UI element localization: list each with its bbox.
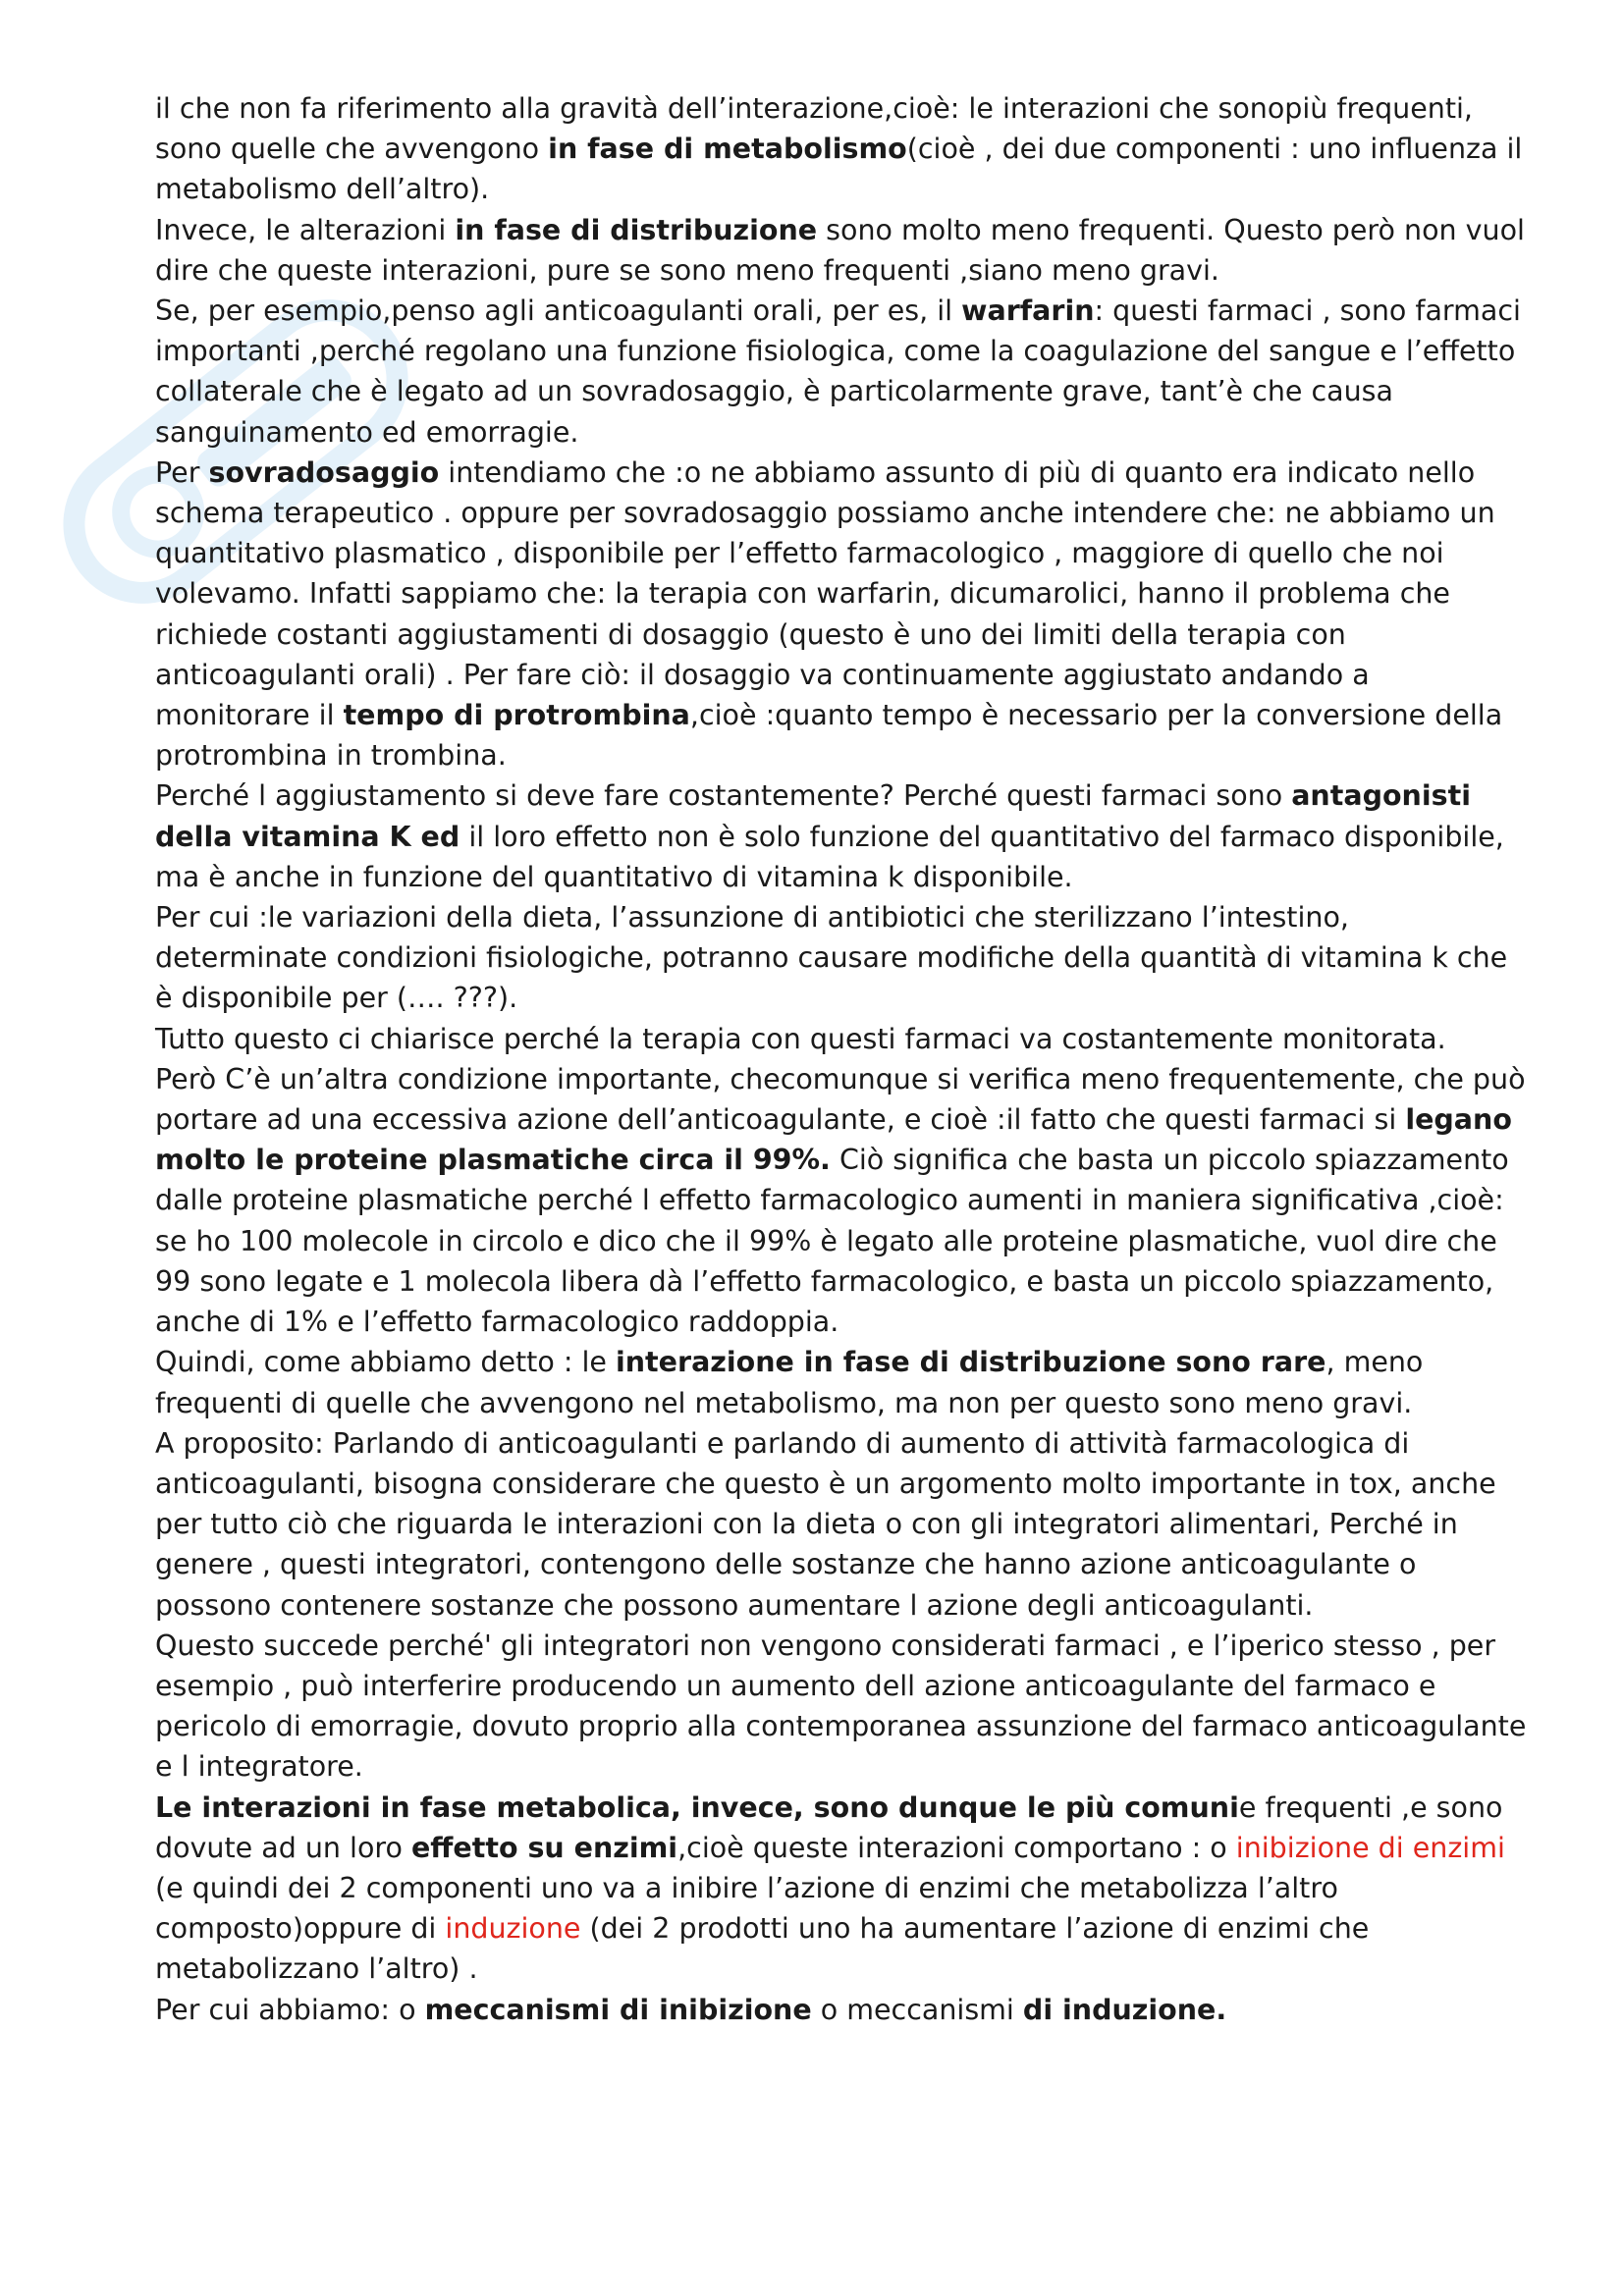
bold-text: legano molto le proteine plasmatiche circa il 99%. <box>155 1103 1512 1177</box>
body-text: intendiamo che :o ne abbiamo assunto di più di quanto era indicato nello schema terapeutico . oppure per sovradosaggio possiamo anche intendere che: ne abbiamo un quantitativo plasmatico , disponibile per l’effetto farmacologico , maggiore di quello che noi volevamo. Infatti sappiamo che: la terapia con warfarin, dicumarolici, hanno il problema che richiede costanti aggiustamenti di dosaggio (questo è uno dei limiti della terapia con anticoagulanti orali) . Per fare ciò: il dosaggio va continuamente aggiustato andando a monitorare il <box>155 455 1495 732</box>
body-text: sono molto meno frequenti. Questo però non vuol dire che queste interazioni, pure se sono meno frequenti ,siano meno gravi. <box>155 213 1525 287</box>
paragraph <box>155 210 1530 291</box>
body-text: A proposito: Parlando di anticoagulanti e parlando di aumento di attività farmacologica di anticoagulanti, bisogna considerare che questo è un argomento molto importante in tox, anche per tutto ciò che riguarda le interazioni con la dieta o con gli integratori alimentari, Perché in genere , questi integratori, contengono delle sostanze che hanno azione anticoagulante o possono contenere sostanze che possono aumentare l azione degli anticoagulanti. <box>155 1426 1496 1622</box>
body-text: Per <box>155 455 209 489</box>
body-text: (cioè , dei due componenti : uno influenza il metabolismo dell’altro). <box>155 133 1523 206</box>
body-text: Ciò significa che basta un piccolo spiazzamento dalle proteine plasmatiche perché l effetto farmacologico aumenti in maniera significativa ,cioè: se ho 100 molecole in circolo e dico che il 99% è legato alle proteine plasmatiche, vuol dire che 99 sono legate e 1 molecola libera dà l’effetto farmacologico, e basta un piccolo spiazzamento, anche di 1% e l’effetto farmacologico raddoppia. <box>155 1144 1509 1339</box>
body-text: ,cioè :quanto tempo è necessario per la conversione della protrombina in trombina. <box>155 699 1503 773</box>
body-text: Per cui abbiamo: o <box>155 1993 425 2026</box>
paragraph <box>155 1788 1530 1990</box>
paragraph <box>155 453 1530 776</box>
body-text: Per cui :le variazioni della dieta, l’assunzione di antibiotici che sterilizzano l’intestino, determinate condizioni fisiologiche, potranno causare modifiche della quantità di vitamina k che è disponibile per (…. ???). <box>155 901 1508 1015</box>
bold-text: warfarin <box>961 294 1095 328</box>
bold-text: in fase di metabolismo <box>548 133 907 166</box>
body-text: il loro effetto non è solo funzione del quantitativo del farmaco disponibile, ma è anche in funzione del quantitativo di vitamina k disponibile. <box>155 820 1504 893</box>
paragraph <box>155 1342 1530 1422</box>
body-text: e frequenti ,e sono dovute ad un loro <box>155 1790 1503 1864</box>
body-text: Tutto questo ci chiarisce perché la terapia con questi farmaci va costantemente monitorata. <box>155 1022 1446 1055</box>
body-text: o meccanismi <box>811 1993 1023 2026</box>
paragraph <box>155 291 1530 453</box>
paragraph <box>155 88 1530 210</box>
body-text: Invece, le alterazioni <box>155 213 456 246</box>
paragraph <box>155 897 1530 1019</box>
bold-text: meccanismi di inibizione <box>424 1993 812 2026</box>
body-text: (e quindi dei 2 componenti uno va a inibire l’azione di enzimi che metabolizza l’altro composto)oppure di <box>155 1871 1338 1946</box>
body-text: (dei 2 prodotti uno ha aumentare l’azione di enzimi che metabolizzano l’altro) . <box>155 1912 1370 1986</box>
body-text: Questo succede perché' gli integratori non vengono considerati farmaci , e l’iperico stesso , per esempio , può interferire producendo un aumento dell azione anticoagulante del farmaco e pericolo di emorragie, dovuto proprio alla contemporanea assunzione del farmaco anticoagulante e l integratore. <box>155 1629 1527 1784</box>
bold-text: in fase di distribuzione <box>455 213 818 246</box>
bold-text: effetto su enzimi <box>410 1831 678 1864</box>
body-text: Perché l aggiustamento si deve fare costantemente? Perché questi farmaci sono <box>155 779 1292 813</box>
bold-text: antagonisti della vitamina K ed <box>155 779 1471 853</box>
paragraph <box>155 775 1530 897</box>
body-text: Però C’è un’altra condizione importante, checomunque si verifica meno frequentemente, che può portare ad una eccessiva azione dell’anticoagulante, e cioè :il fatto che questi farmaci si <box>155 1062 1526 1137</box>
highlighted-text: inibizione di enzimi <box>1235 1831 1505 1864</box>
bold-text: sovradosaggio <box>208 455 440 489</box>
bold-text: interazione in fase di distribuzione sono rare <box>616 1346 1326 1379</box>
body-text: ,cioè queste interazioni comportano : o <box>677 1831 1236 1864</box>
bold-text: di induzione. <box>1022 1993 1227 2026</box>
body-text: Quindi, come abbiamo detto : le <box>155 1346 616 1379</box>
paragraph <box>155 1019 1530 1059</box>
body-text: , meno frequenti di quelle che avvengono nel metabolismo, ma non per questo sono meno gravi. <box>155 1346 1424 1419</box>
body-text: Se, per esempio,penso agli anticoagulanti orali, per es, il <box>155 294 962 328</box>
document-body <box>155 88 1530 2030</box>
highlighted-text: induzione <box>445 1912 581 1946</box>
paragraph <box>155 1626 1530 1788</box>
paragraph <box>155 1990 1530 2030</box>
paragraph <box>155 1423 1530 1626</box>
bold-text: Le interazioni in fase metabolica, invece, sono dunque le più comuni <box>155 1790 1239 1824</box>
body-text: il che non fa riferimento alla gravità dell’interazione,cioè: le interazioni che sonopiù frequenti, sono quelle che avvengono <box>155 92 1473 166</box>
paragraph <box>155 1059 1530 1342</box>
bold-text: tempo di protrombina <box>343 699 690 732</box>
body-text: : questi farmaci , sono farmaci importanti ,perché regolano una funzione fisiologica, come la coagulazione del sangue e l’effetto collaterale che è legato ad un sovradosaggio, è particolarmente grave, tant’è che causa sanguinamento ed emorragie. <box>155 294 1521 449</box>
